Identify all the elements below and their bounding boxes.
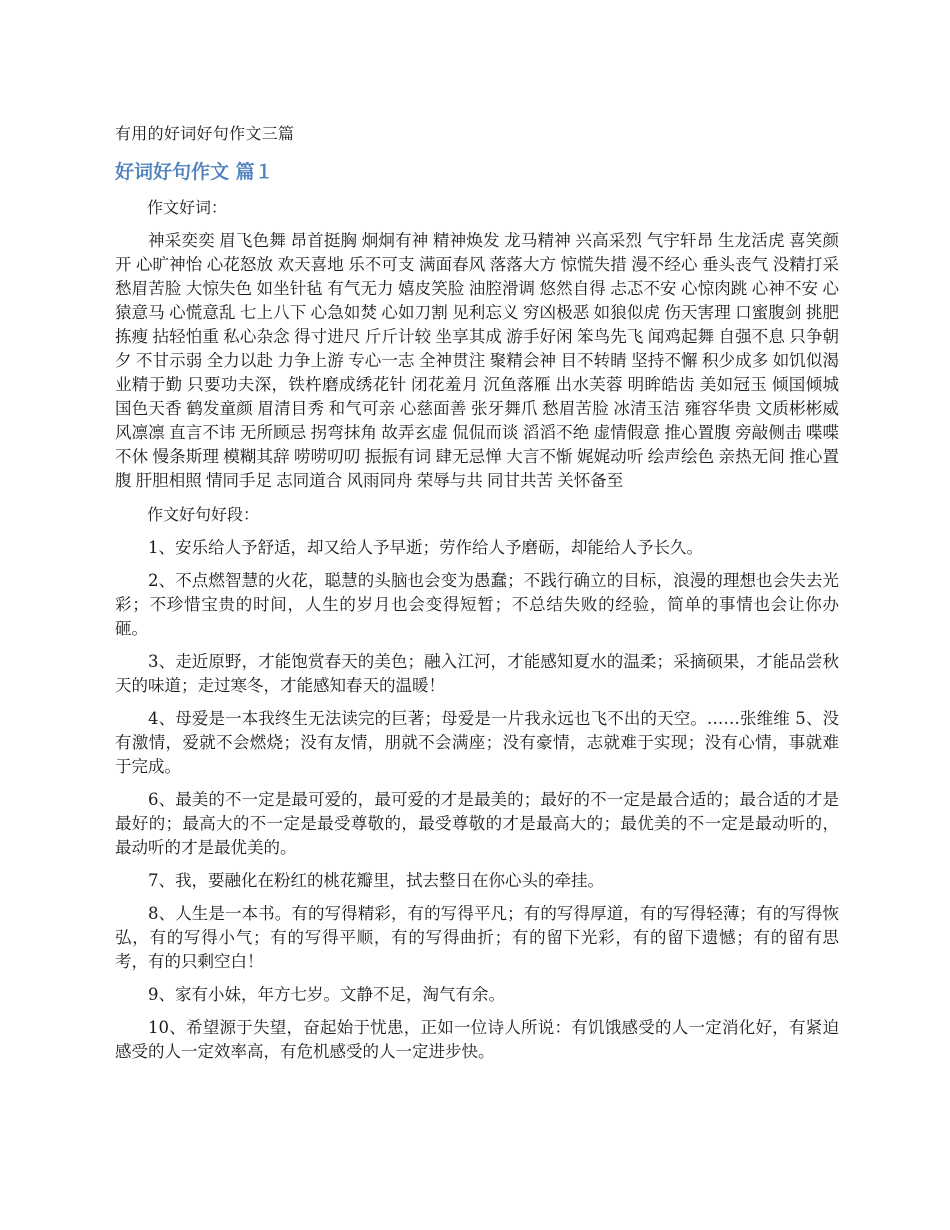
sentence-paragraph: 10、希望源于失望，奋起始于忧患，正如一位诗人所说：有饥饿感受的人一定消化好，有紧迫感受的人一定效率高，有危机感受的人一定进步快。 — [115, 1018, 839, 1061]
sentence-paragraph: 8、人生是一本书。有的写得精彩，有的写得平凡；有的写得厚道，有的写得轻薄；有的写得恢弘，有的写得小气；有的写得平顺，有的写得曲折；有的留下光彩，有的留下遗憾；有的留有思考，有的只剩空白！ — [115, 904, 839, 971]
sentence-paragraph: 7、我，要融化在粉红的桃花瓣里，拭去整日在你心头的牵挂。 — [148, 871, 604, 890]
sentence-paragraph: 2、不点燃智慧的火花，聪慧的头脑也会变为愚蠢；不践行确立的目标，浪漫的理想也会失去光彩；不珍惜宝贵的时间，人生的岁月也会变得短暂；不总结失败的经验，简单的事情也会让你办砸。 — [115, 571, 839, 638]
sentences-label: 作文好句好段： — [147, 505, 260, 524]
document-body — [115, 122, 839, 1073]
sentence-paragraph: 4、母爱是一本我终生无法读完的巨著；母爱是一片我永远也飞不出的天空。……张维维 5、没有激情，爱就不会燃烧；没有友情，朋就不会满座；没有豪情，志就难于实现；没有心情，事就难于完成。 — [115, 709, 839, 776]
vocab-paragraph: 神采奕奕 眉飞色舞 昂首挺胸 炯炯有神 精神焕发 龙马精神 兴高采烈 气宇轩昂 生龙活虎 喜笑颜开 心旷神怡 心花怒放 欢天喜地 乐不可支 满面春风 落落大方 惊慌失措 漫不经心 垂头丧气 没精打采 愁眉苦脸 大惊失色 如坐针毡 有气无力 嬉皮笑脸 油腔滑调 悠然自得 忐忑不安 心惊肉跳 心神不安 心猿意马 心慌意乱 七上八下 心急如焚 心如刀割 见利忘义 穷凶极恶 如狼似虎 伤天害理 口蜜腹剑 挑肥拣瘦 拈轻怕重 私心杂念 得寸进尺 斤斤计较 坐享其成 游手好闲 笨鸟先飞 闻鸡起舞 自强不息 只争朝夕 不甘示弱 全力以赴 力争上游 专心一志 全神贯注 聚精会神 目不转睛 坚持不懈 积少成多 如饥似渴 业精于勤 只要功夫深，铁杵磨成绣花针 闭花羞月 沉鱼落雁 出水芙蓉 明眸皓齿 美如冠玉 倾国倾城 国色天香 鹤发童颜 眉清目秀 和气可亲 心慈面善 张牙舞爪 愁眉苦脸 冰清玉洁 雍容华贵 文质彬彬威风凛凛 直言不讳 无所顾忌 拐弯抹角 故弄玄虚 侃侃而谈 滔滔不绝 虚情假意 推心置腹 旁敲侧击 喋喋不休 慢条斯理 模糊其辞 唠唠叨叨 振振有词 肆无忌惮 大言不惭 娓娓动听 绘声绘色 亲热无间 推心置腹 肝胆相照 情同手足 志同道合 风雨同舟 荣辱与共 同甘共苦 关怀备至 — [115, 231, 839, 490]
section-heading: 好词好句作文 篇１ — [115, 161, 274, 183]
sentence-paragraph: 9、家有小妹，年方七岁。文静不足，淘气有余。 — [148, 985, 505, 1004]
vocab-label: 作文好词： — [147, 198, 228, 217]
sentence-paragraph: 3、走近原野，才能饱赏春天的美色；融入江河，才能感知夏水的温柔；采摘硕果，才能品尝秋天的味道；走过寒冬，才能感知春天的温暖！ — [115, 652, 839, 695]
document-title: 有用的好词好句作文三篇 — [115, 124, 295, 143]
sentence-paragraph: 1、安乐给人予舒适，却又给人予早逝；劳作给人予磨砺，却能给人予长久。 — [148, 538, 703, 557]
sentence-paragraph: 6、最美的不一定是最可爱的，最可爱的才是最美的；最好的不一定是最合适的；最合适的才是最好的；最高大的不一定是最受尊敬的，最受尊敬的才是最高大的；最优美的不一定是最动听的，最动听的才是最优美的。 — [115, 790, 839, 857]
